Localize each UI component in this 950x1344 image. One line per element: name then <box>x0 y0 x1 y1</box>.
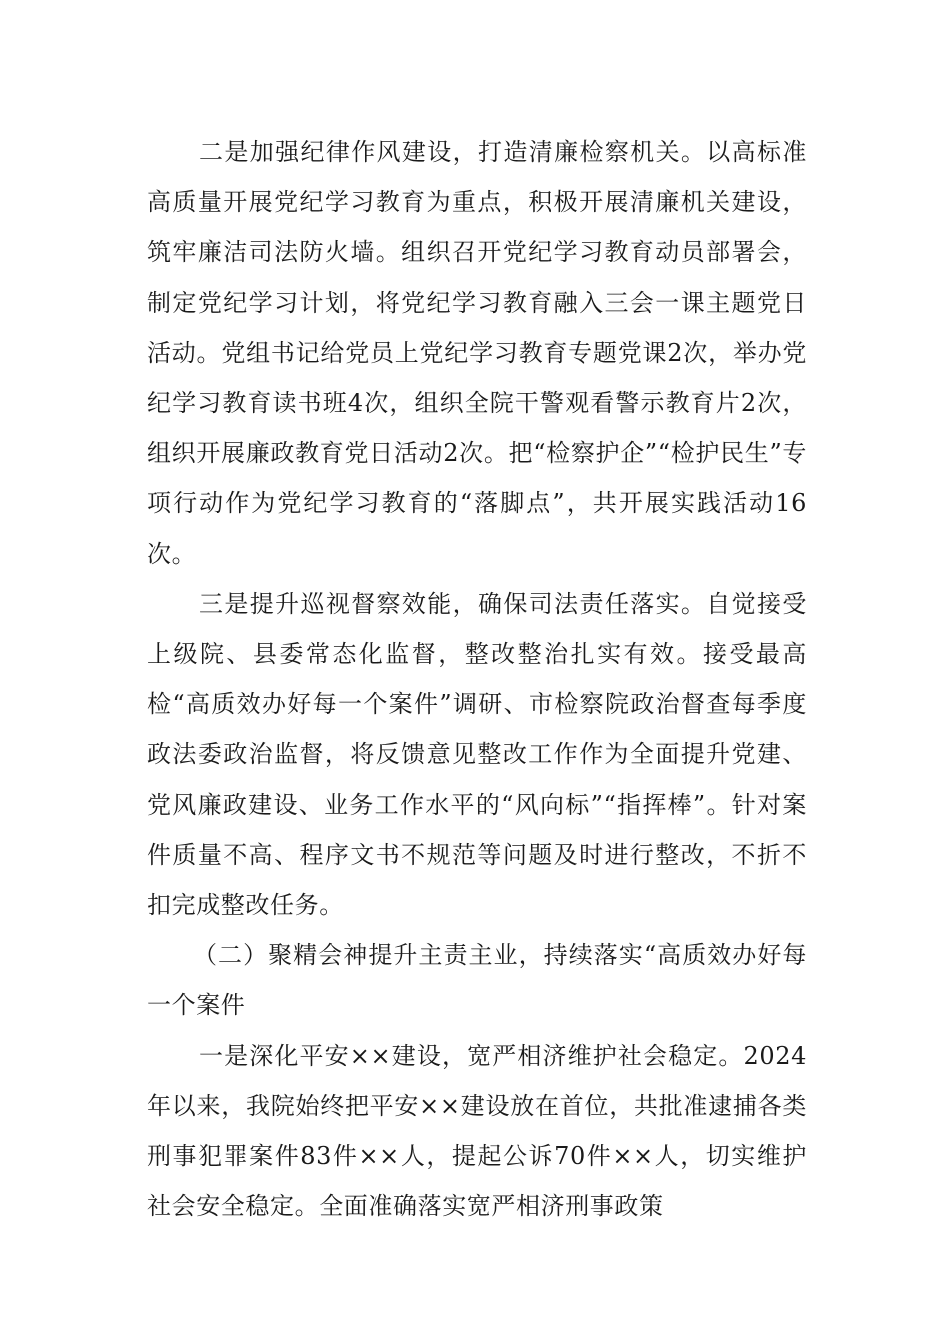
paragraph-peace-construction: 一是深化平安××建设，宽严相济维护社会稳定。2024年以来，我院始终把平安××建设放在首位，共批准逮捕各类刑事犯罪案件83件××人，提起公诉70件××人，切实维护社会安全稳定。全面准确落实宽严相济刑事政策 <box>147 1041 807 1221</box>
document-body <box>147 127 807 1231</box>
paragraph-inspection-supervision: 三是提升巡视督察效能，确保司法责任落实。自觉接受上级院、县委常态化监督，整改整治扎实有效。接受最高检“高质效办好每一个案件”调研、市检察院政治督查每季度政法委政治监督，将反馈意见整改工作作为全面提升党建、党风廉政建设、业务工作水平的“风向标”“指挥棒”。针对案件质量不高、程序文书不规范等问题及时进行整改，不折不扣完成整改任务。 <box>147 589 807 920</box>
section-heading-main-responsibility: （二）聚精会神提升主责主业，持续落实“高质效办好每一个案件 <box>147 941 807 1020</box>
paragraph-discipline-style: 二是加强纪律作风建设，打造清廉检察机关。以高标准高质量开展党纪学习教育为重点，积极开展清廉机关建设，筑牢廉洁司法防火墙。组织召开党纪学习教育动员部署会，制定党纪学习计划，将党纪学习教育融入三会一课主题党日活动。党组书记给党员上党纪学习教育专题党课2次，举办党纪学习教育读书班4次，组织全院干警观看警示教育片2次，组织开展廉政教育党日活动2次。把“检察护企”“检护民生”专项行动作为党纪学习教育的“落脚点”，共开展实践活动16次。 <box>147 138 807 568</box>
